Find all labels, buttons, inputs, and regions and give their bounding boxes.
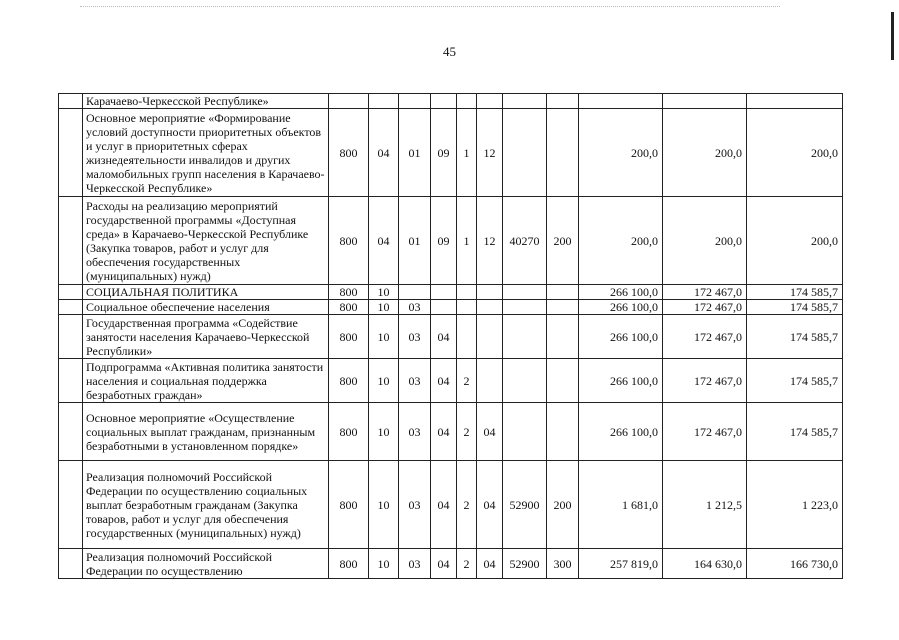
section-code-cell: 10 [369,359,399,403]
amount-year2-cell: 172 467,0 [663,403,747,461]
table-row [59,461,843,549]
budget-table [58,93,843,579]
expense-direction-code-cell [503,285,547,300]
amount-year1-cell: 1 681,0 [579,461,663,549]
activity-code-cell [477,94,503,109]
amount-year2-cell: 164 630,0 [663,549,747,579]
activity-code-cell [477,359,503,403]
item-name-cell: Карачаево-Черкесской Республике» [83,94,329,109]
item-name-cell: Подпрограмма «Активная политика занятости населения и социальная поддержка безработных граждан» [83,359,329,403]
program-code-cell: 04 [431,403,457,461]
subsection-code-cell [399,94,431,109]
section-code-cell: 04 [369,109,399,197]
expense-direction-code-cell: 52900 [503,461,547,549]
table-row [59,94,843,109]
item-name-cell: Социальное обеспечение населения [83,300,329,315]
amount-year2-cell [663,94,747,109]
ministry-code-cell: 800 [329,197,369,285]
item-name-cell: Реализация полномочий Российской Федерации по осуществлению [83,549,329,579]
subsection-code-cell: 03 [399,461,431,549]
ministry-code-cell: 800 [329,109,369,197]
table-row [59,359,843,403]
amount-year3-cell: 200,0 [747,109,843,197]
expense-direction-code-cell [503,315,547,359]
subsection-code-cell [399,285,431,300]
row-marker-cell [59,549,83,579]
table-row [59,285,843,300]
table-row [59,300,843,315]
subprogram-code-cell [457,285,477,300]
section-code-cell: 10 [369,315,399,359]
subsection-code-cell: 03 [399,359,431,403]
expense-direction-code-cell [503,94,547,109]
expense-type-code-cell [547,94,579,109]
amount-year2-cell: 200,0 [663,197,747,285]
ministry-code-cell: 800 [329,359,369,403]
program-code-cell: 09 [431,197,457,285]
expense-type-code-cell [547,403,579,461]
item-name-cell: Основное мероприятие «Осуществление социальных выплат гражданам, признанным безработными в установленном порядке» [83,403,329,461]
subprogram-code-cell [457,94,477,109]
section-code-cell: 10 [369,285,399,300]
amount-year2-cell: 172 467,0 [663,285,747,300]
activity-code-cell [477,300,503,315]
amount-year1-cell: 266 100,0 [579,285,663,300]
amount-year1-cell: 266 100,0 [579,359,663,403]
amount-year3-cell: 174 585,7 [747,300,843,315]
row-marker-cell [59,359,83,403]
expense-direction-code-cell: 52900 [503,549,547,579]
row-marker-cell [59,461,83,549]
row-marker-cell [59,403,83,461]
row-marker-cell [59,300,83,315]
budget-table-body [59,94,843,579]
amount-year2-cell: 1 212,5 [663,461,747,549]
expense-direction-code-cell [503,359,547,403]
activity-code-cell: 04 [477,403,503,461]
item-name-cell: Основное мероприятие «Формирование условий доступности приоритетных объектов и услуг в приоритетных сферах жизнедеятельности инвалидов и других маломобильных групп населения в Карачаево-Черкесской Республике» [83,109,329,197]
row-marker-cell [59,197,83,285]
subsection-code-cell: 01 [399,197,431,285]
amount-year3-cell: 174 585,7 [747,359,843,403]
subsection-code-cell: 01 [399,109,431,197]
activity-code-cell [477,315,503,359]
row-marker-cell [59,315,83,359]
subprogram-code-cell: 1 [457,197,477,285]
expense-type-code-cell: 300 [547,549,579,579]
program-code-cell: 09 [431,109,457,197]
scan-artifact-line [80,6,780,8]
expense-direction-code-cell [503,109,547,197]
section-code-cell: 10 [369,300,399,315]
expense-type-code-cell [547,285,579,300]
table-row [59,197,843,285]
expense-type-code-cell [547,315,579,359]
program-code-cell [431,94,457,109]
subsection-code-cell: 03 [399,300,431,315]
program-code-cell [431,285,457,300]
item-name-cell: СОЦИАЛЬНАЯ ПОЛИТИКА [83,285,329,300]
expense-direction-code-cell [503,300,547,315]
amount-year2-cell: 172 467,0 [663,359,747,403]
subsection-code-cell: 03 [399,403,431,461]
item-name-cell: Реализация полномочий Российской Федерации по осуществлению социальных выплат безработным гражданам (Закупка товаров, работ и услуг для обеспечения государственных (муниципальных) нужд) [83,461,329,549]
item-name-cell: Государственная программа «Содействие занятости населения Карачаево-Черкесской Республики» [83,315,329,359]
expense-type-code-cell [547,359,579,403]
activity-code-cell: 04 [477,549,503,579]
program-code-cell: 04 [431,549,457,579]
subprogram-code-cell [457,300,477,315]
section-code-cell: 10 [369,549,399,579]
amount-year1-cell: 257 819,0 [579,549,663,579]
row-marker-cell [59,94,83,109]
section-code-cell [369,94,399,109]
activity-code-cell: 04 [477,461,503,549]
program-code-cell: 04 [431,315,457,359]
row-marker-cell [59,285,83,300]
expense-type-code-cell: 200 [547,197,579,285]
amount-year3-cell: 200,0 [747,197,843,285]
subprogram-code-cell: 2 [457,359,477,403]
program-code-cell: 04 [431,461,457,549]
expense-type-code-cell [547,300,579,315]
subprogram-code-cell: 2 [457,403,477,461]
amount-year1-cell: 200,0 [579,109,663,197]
amount-year1-cell: 200,0 [579,197,663,285]
subsection-code-cell: 03 [399,549,431,579]
row-marker-cell [59,109,83,197]
amount-year3-cell: 174 585,7 [747,285,843,300]
activity-code-cell: 12 [477,109,503,197]
table-row [59,403,843,461]
expense-direction-code-cell: 40270 [503,197,547,285]
ministry-code-cell: 800 [329,549,369,579]
expense-type-code-cell [547,109,579,197]
table-row [59,549,843,579]
amount-year1-cell: 266 100,0 [579,403,663,461]
item-name-cell: Расходы на реализацию мероприятий государственной программы «Доступная среда» в Карачаево-Черкесской Республике (Закупка товаров, работ и услуг для обеспечения государственных (муниципальных) нужд) [83,197,329,285]
amount-year3-cell [747,94,843,109]
section-code-cell: 10 [369,403,399,461]
program-code-cell: 04 [431,359,457,403]
subprogram-code-cell: 1 [457,109,477,197]
amount-year3-cell: 174 585,7 [747,315,843,359]
ministry-code-cell: 800 [329,403,369,461]
amount-year1-cell: 266 100,0 [579,315,663,359]
ministry-code-cell [329,94,369,109]
ministry-code-cell: 800 [329,315,369,359]
table-row [59,109,843,197]
amount-year3-cell: 174 585,7 [747,403,843,461]
subprogram-code-cell: 2 [457,461,477,549]
amount-year1-cell [579,94,663,109]
subsection-code-cell: 03 [399,315,431,359]
subprogram-code-cell: 2 [457,549,477,579]
amount-year2-cell: 172 467,0 [663,300,747,315]
table-row [59,315,843,359]
ministry-code-cell: 800 [329,285,369,300]
ministry-code-cell: 800 [329,461,369,549]
amount-year2-cell: 172 467,0 [663,315,747,359]
subprogram-code-cell [457,315,477,359]
amount-year3-cell: 1 223,0 [747,461,843,549]
expense-type-code-cell: 200 [547,461,579,549]
amount-year2-cell: 200,0 [663,109,747,197]
activity-code-cell: 12 [477,197,503,285]
amount-year3-cell: 166 730,0 [747,549,843,579]
expense-direction-code-cell [503,403,547,461]
activity-code-cell [477,285,503,300]
page-number: 45 [443,44,456,59]
section-code-cell: 04 [369,197,399,285]
ministry-code-cell: 800 [329,300,369,315]
program-code-cell [431,300,457,315]
section-code-cell: 10 [369,461,399,549]
amount-year1-cell: 266 100,0 [579,300,663,315]
